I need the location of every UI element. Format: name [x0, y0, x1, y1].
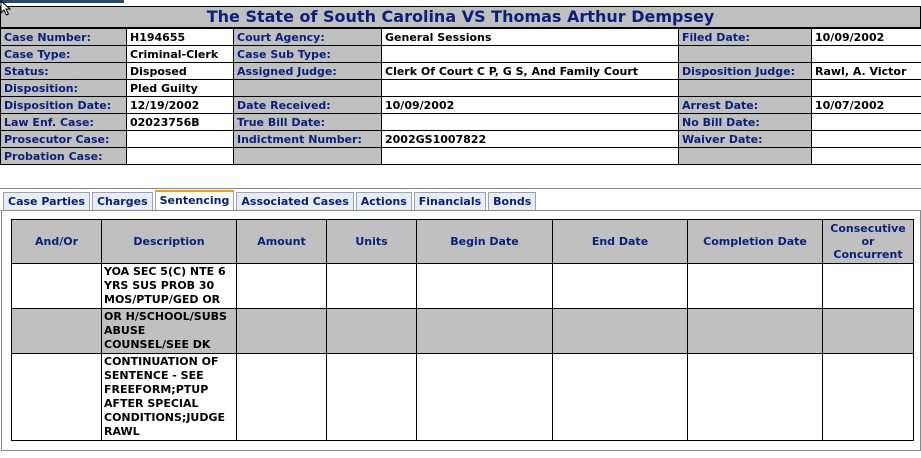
- cell-end-date: [553, 354, 688, 441]
- cell-completion-date: [688, 264, 823, 309]
- value-empty: [812, 46, 921, 63]
- label-empty: [679, 80, 812, 97]
- value-indictment-number: 2002GS1007822: [382, 131, 679, 148]
- cell-begin-date: [417, 354, 553, 441]
- value-assigned-judge: Clerk Of Court C P, G S, And Family Court: [382, 63, 679, 80]
- cell-amount: [237, 309, 327, 354]
- tab-bonds[interactable]: Bonds: [488, 192, 536, 211]
- tab-charges[interactable]: Charges: [92, 192, 153, 211]
- value-case-number: H194655: [127, 29, 234, 46]
- info-row: [1, 29, 921, 46]
- cell-description: OR H/SCHOOL/SUBS ABUSE COUNSEL/SEE DK: [102, 309, 237, 354]
- value-empty: [812, 148, 921, 165]
- info-row: [1, 46, 921, 63]
- column-header-end-date: End Date: [553, 220, 688, 264]
- cell-units: [327, 354, 417, 441]
- sentencing-table: [11, 219, 914, 441]
- label-empty: [679, 148, 812, 165]
- cell-begin-date: [417, 309, 553, 354]
- cell-units: [327, 264, 417, 309]
- mouse-cursor-icon: [0, 0, 12, 16]
- table-row: [12, 309, 914, 354]
- column-header-amount: Amount: [237, 220, 327, 264]
- value-court-agency: General Sessions: [382, 29, 679, 46]
- label-disposition: Disposition:: [1, 80, 127, 97]
- value-probation-case: [127, 148, 234, 165]
- info-row: [1, 114, 921, 131]
- cell-and-or: [12, 309, 102, 354]
- info-row: [1, 148, 921, 165]
- label-empty: [234, 148, 382, 165]
- case-info-table: [0, 28, 921, 165]
- label-case-type: Case Type:: [1, 46, 127, 63]
- value-filed-date: 10/09/2002: [812, 29, 921, 46]
- label-disposition-date: Disposition Date:: [1, 97, 127, 114]
- label-court-agency: Court Agency:: [234, 29, 382, 46]
- value-disposition-date: 12/19/2002: [127, 97, 234, 114]
- value-disposition: Pled Guilty: [127, 80, 234, 97]
- cell-end-date: [553, 309, 688, 354]
- label-case-sub-type: Case Sub Type:: [234, 46, 382, 63]
- label-assigned-judge: Assigned Judge:: [234, 63, 382, 80]
- value-prosecutor-case: [127, 131, 234, 148]
- tab-actions[interactable]: Actions: [356, 192, 412, 211]
- label-status: Status:: [1, 63, 127, 80]
- value-date-received: 10/09/2002: [382, 97, 679, 114]
- sentencing-panel: [1, 210, 921, 451]
- value-law-enf-case: 02023756B: [127, 114, 234, 131]
- section-separator: [0, 188, 921, 189]
- value-arrest-date: 10/07/2002: [812, 97, 921, 114]
- label-arrest-date: Arrest Date:: [679, 97, 812, 114]
- cell-end-date: [553, 264, 688, 309]
- cell-completion-date: [688, 309, 823, 354]
- cell-and-or: [12, 354, 102, 441]
- cell-description: YOA SEC 5(C) NTE 6 YRS SUS PROB 30 MOS/PTUP/GED OR: [102, 264, 237, 309]
- value-waiver-date: [812, 131, 921, 148]
- tab-sentencing[interactable]: Sentencing: [155, 190, 235, 211]
- info-row: [1, 80, 921, 97]
- label-filed-date: Filed Date:: [679, 29, 812, 46]
- value-case-type: Criminal-Clerk: [127, 46, 234, 63]
- case-tabs: [3, 191, 538, 211]
- cell-consecutive-or-concurrent: [823, 264, 914, 309]
- label-waiver-date: Waiver Date:: [679, 131, 812, 148]
- column-header-begin-date: Begin Date: [417, 220, 553, 264]
- value-empty: [812, 80, 921, 97]
- value-empty: [382, 80, 679, 97]
- tab-financials[interactable]: Financials: [414, 192, 486, 211]
- label-probation-case: Probation Case:: [1, 148, 127, 165]
- label-indictment-number: Indictment Number:: [234, 131, 382, 148]
- info-row: [1, 97, 921, 114]
- tab-associated-cases[interactable]: Associated Cases: [236, 192, 353, 211]
- value-disposition-judge: Rawl, A. Victor: [812, 63, 921, 80]
- case-title: The State of South Carolina VS Thomas Arthur Dempsey: [0, 6, 921, 28]
- value-true-bill-date: [382, 114, 679, 131]
- column-header-and-or: And/Or: [12, 220, 102, 264]
- cell-description: CONTINUATION OF SENTENCE - SEE FREEFORM;PTUP AFTER SPECIAL CONDITIONS;JUDGE RAWL: [102, 354, 237, 441]
- column-header-description: Description: [102, 220, 237, 264]
- cell-units: [327, 309, 417, 354]
- label-date-received: Date Received:: [234, 97, 382, 114]
- value-empty: [382, 148, 679, 165]
- cell-begin-date: [417, 264, 553, 309]
- column-header-units: Units: [327, 220, 417, 264]
- label-prosecutor-case: Prosecutor Case:: [1, 131, 127, 148]
- label-true-bill-date: True Bill Date:: [234, 114, 382, 131]
- cell-amount: [237, 354, 327, 441]
- label-empty: [234, 80, 382, 97]
- label-law-enf-case: Law Enf. Case:: [1, 114, 127, 131]
- window-top-bar: [0, 0, 124, 3]
- label-empty: [679, 46, 812, 63]
- value-status: Disposed: [127, 63, 234, 80]
- column-header-consecutive-or-concurrent: Consecutive or Concurrent: [823, 220, 914, 264]
- cell-amount: [237, 264, 327, 309]
- info-row: [1, 131, 921, 148]
- label-no-bill-date: No Bill Date:: [679, 114, 812, 131]
- cell-consecutive-or-concurrent: [823, 309, 914, 354]
- cell-completion-date: [688, 354, 823, 441]
- label-disposition-judge: Disposition Judge:: [679, 63, 812, 80]
- value-case-sub-type: [382, 46, 679, 63]
- tab-case-parties[interactable]: Case Parties: [3, 192, 90, 211]
- label-case-number: Case Number:: [1, 29, 127, 46]
- info-row: [1, 63, 921, 80]
- table-row: [12, 264, 914, 309]
- cell-consecutive-or-concurrent: [823, 354, 914, 441]
- cell-and-or: [12, 264, 102, 309]
- value-no-bill-date: [812, 114, 921, 131]
- column-header-completion-date: Completion Date: [688, 220, 823, 264]
- table-row: [12, 354, 914, 441]
